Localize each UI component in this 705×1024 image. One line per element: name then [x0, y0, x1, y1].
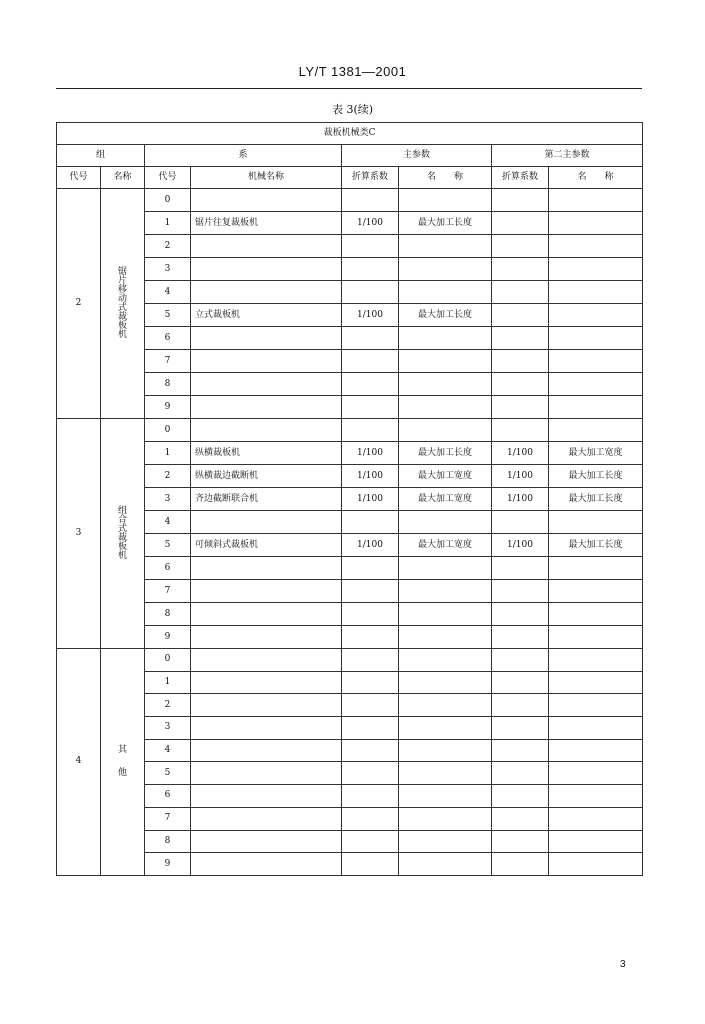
main-coef — [342, 807, 399, 830]
group-name-char: 板 — [117, 541, 127, 552]
group-name-char: 其 — [117, 744, 127, 755]
table-row — [57, 419, 643, 442]
table-row — [57, 304, 643, 327]
main-param-name — [399, 717, 492, 740]
series-code: 1 — [145, 442, 191, 465]
second-coef — [492, 739, 549, 762]
table-row — [57, 739, 643, 762]
table-title-row — [57, 123, 643, 145]
second-param-name — [549, 557, 643, 580]
second-coef: 1/100 — [492, 488, 549, 511]
group-name-char: 式 — [117, 302, 127, 313]
classification-table — [56, 122, 643, 876]
series-code: 4 — [145, 739, 191, 762]
machine-name — [191, 717, 342, 740]
table-row — [57, 327, 643, 350]
machine-name — [191, 603, 342, 626]
second-param-name — [549, 785, 643, 808]
main-coef — [342, 671, 399, 694]
header-main-param: 主参数 — [342, 145, 492, 167]
machine-name — [191, 580, 342, 603]
second-coef — [492, 671, 549, 694]
main-coef — [342, 853, 399, 876]
series-code: 5 — [145, 304, 191, 327]
machine-name — [191, 396, 342, 419]
second-coef — [492, 396, 549, 419]
main-param-name — [399, 373, 492, 396]
machine-name — [191, 853, 342, 876]
group-name-char: 式 — [117, 523, 127, 534]
main-coef: 1/100 — [342, 212, 399, 235]
col-second-name: 名 称 — [549, 167, 643, 189]
series-code: 7 — [145, 350, 191, 373]
group-code: 4 — [57, 649, 101, 876]
second-coef — [492, 557, 549, 580]
table-row — [57, 189, 643, 212]
standard-code: LY/T 1381—2001 — [298, 64, 407, 79]
main-coef: 1/100 — [342, 488, 399, 511]
series-code: 9 — [145, 853, 191, 876]
second-param-name — [549, 626, 643, 649]
series-code: 7 — [145, 807, 191, 830]
second-coef — [492, 281, 549, 304]
table-row — [57, 534, 643, 557]
table-row — [57, 649, 643, 672]
machine-name — [191, 671, 342, 694]
series-code: 1 — [145, 212, 191, 235]
second-param-name: 最大加工长度 — [549, 465, 643, 488]
main-param-name — [399, 396, 492, 419]
group-name-char: 裁 — [117, 532, 127, 543]
main-param-name — [399, 830, 492, 853]
second-coef: 1/100 — [492, 534, 549, 557]
table-row — [57, 603, 643, 626]
main-coef — [342, 785, 399, 808]
machine-name — [191, 830, 342, 853]
second-coef — [492, 762, 549, 785]
main-coef — [342, 717, 399, 740]
series-code: 8 — [145, 830, 191, 853]
main-coef — [342, 419, 399, 442]
main-param-name — [399, 762, 492, 785]
second-coef — [492, 212, 549, 235]
machine-name — [191, 327, 342, 350]
machine-name — [191, 557, 342, 580]
table-row — [57, 511, 643, 534]
table-row — [57, 442, 643, 465]
table-row — [57, 694, 643, 717]
main-param-name — [399, 649, 492, 672]
table-row — [57, 807, 643, 830]
header-rule — [56, 88, 642, 89]
group-name-char: 动 — [117, 293, 127, 304]
series-code: 6 — [145, 785, 191, 808]
second-param-name — [549, 396, 643, 419]
main-coef — [342, 603, 399, 626]
main-param-name — [399, 258, 492, 281]
group-name-char: 机 — [117, 329, 127, 340]
machine-name — [191, 762, 342, 785]
main-coef — [342, 762, 399, 785]
second-coef — [492, 373, 549, 396]
series-code: 3 — [145, 258, 191, 281]
second-coef — [492, 807, 549, 830]
table-row — [57, 212, 643, 235]
table-row — [57, 557, 643, 580]
group-name — [101, 189, 145, 419]
second-param-name: 最大加工长度 — [549, 488, 643, 511]
machine-name — [191, 739, 342, 762]
main-param-name — [399, 189, 492, 212]
table-row — [57, 465, 643, 488]
table-row — [57, 830, 643, 853]
second-coef — [492, 853, 549, 876]
table-row — [57, 785, 643, 808]
group-name-char: 片 — [117, 275, 127, 286]
group-name-char: 机 — [117, 550, 127, 561]
series-code: 4 — [145, 281, 191, 304]
second-coef — [492, 189, 549, 212]
second-param-name — [549, 212, 643, 235]
main-param-name: 最大加工长度 — [399, 442, 492, 465]
series-code: 3 — [145, 488, 191, 511]
series-code: 0 — [145, 419, 191, 442]
main-param-name — [399, 603, 492, 626]
main-param-name — [399, 281, 492, 304]
main-param-name — [399, 557, 492, 580]
table-row — [57, 350, 643, 373]
second-param-name — [549, 671, 643, 694]
header-second-param: 第二主参数 — [492, 145, 643, 167]
main-coef — [342, 350, 399, 373]
second-param-name — [549, 830, 643, 853]
main-param-name — [399, 785, 492, 808]
col-second-coef: 折算系数 — [492, 167, 549, 189]
main-coef — [342, 511, 399, 534]
series-code: 8 — [145, 373, 191, 396]
main-coef — [342, 557, 399, 580]
main-param-name — [399, 511, 492, 534]
header-series: 系 — [145, 145, 342, 167]
second-param-name — [549, 580, 643, 603]
main-coef: 1/100 — [342, 304, 399, 327]
series-code: 9 — [145, 626, 191, 649]
group-name-char: 他 — [117, 767, 127, 778]
col-group-name: 名称 — [101, 167, 145, 189]
second-param-name — [549, 603, 643, 626]
second-coef — [492, 304, 549, 327]
series-code: 2 — [145, 694, 191, 717]
machine-name — [191, 511, 342, 534]
second-param-name — [549, 511, 643, 534]
second-coef — [492, 235, 549, 258]
main-coef — [342, 235, 399, 258]
series-code: 7 — [145, 580, 191, 603]
main-param-name — [399, 671, 492, 694]
machine-name — [191, 281, 342, 304]
second-param-name — [549, 419, 643, 442]
main-param-name: 最大加工宽度 — [399, 488, 492, 511]
machine-name — [191, 649, 342, 672]
second-coef — [492, 511, 549, 534]
machine-name — [191, 785, 342, 808]
series-code: 6 — [145, 327, 191, 350]
second-coef — [492, 717, 549, 740]
group-code: 2 — [57, 189, 101, 419]
series-code: 9 — [145, 396, 191, 419]
machine-name — [191, 350, 342, 373]
second-param-name — [549, 327, 643, 350]
main-param-name — [399, 739, 492, 762]
table-row — [57, 717, 643, 740]
second-param-name — [549, 762, 643, 785]
second-coef — [492, 694, 549, 717]
main-param-name: 最大加工长度 — [399, 212, 492, 235]
second-coef — [492, 258, 549, 281]
main-param-name — [399, 327, 492, 350]
series-code: 0 — [145, 189, 191, 212]
machine-name: 锯片往复裁板机 — [191, 212, 342, 235]
series-code: 6 — [145, 557, 191, 580]
main-param-name — [399, 694, 492, 717]
second-coef: 1/100 — [492, 465, 549, 488]
main-coef — [342, 694, 399, 717]
table-row — [57, 235, 643, 258]
col-series-code: 代号 — [145, 167, 191, 189]
series-code: 3 — [145, 717, 191, 740]
series-code: 5 — [145, 762, 191, 785]
second-param-name — [549, 189, 643, 212]
second-coef — [492, 649, 549, 672]
machine-name — [191, 258, 342, 281]
main-coef: 1/100 — [342, 534, 399, 557]
group-name-char: 裁 — [117, 311, 127, 322]
second-coef — [492, 350, 549, 373]
machine-name: 齐边截断联合机 — [191, 488, 342, 511]
main-param-name — [399, 626, 492, 649]
second-param-name: 最大加工长度 — [549, 534, 643, 557]
header-group: 组 — [57, 145, 145, 167]
second-param-name — [549, 373, 643, 396]
machine-name — [191, 235, 342, 258]
main-param-name: 最大加工宽度 — [399, 465, 492, 488]
second-coef — [492, 626, 549, 649]
group-name-char: 合 — [117, 514, 127, 525]
col-main-name: 名 称 — [399, 167, 492, 189]
second-param-name — [549, 717, 643, 740]
column-header-row — [57, 167, 643, 189]
group-name — [101, 649, 145, 876]
machine-name — [191, 626, 342, 649]
main-coef — [342, 626, 399, 649]
table-row — [57, 853, 643, 876]
main-param-name: 最大加工长度 — [399, 304, 492, 327]
page-number: 3 — [620, 959, 626, 970]
series-code: 2 — [145, 235, 191, 258]
series-code: 8 — [145, 603, 191, 626]
machine-name: 纵横裁板机 — [191, 442, 342, 465]
main-coef — [342, 281, 399, 304]
main-param-name — [399, 419, 492, 442]
machine-name — [191, 189, 342, 212]
table-row — [57, 396, 643, 419]
second-param-name — [549, 739, 643, 762]
group-name-char: 移 — [117, 284, 127, 295]
machine-name: 可倾斜式裁板机 — [191, 534, 342, 557]
table-row — [57, 671, 643, 694]
main-coef — [342, 580, 399, 603]
group-name-char: 锯 — [117, 266, 127, 277]
table-row — [57, 373, 643, 396]
col-machine-name: 机械名称 — [191, 167, 342, 189]
series-code: 5 — [145, 534, 191, 557]
main-coef — [342, 396, 399, 419]
second-param-name — [549, 235, 643, 258]
main-param-name — [399, 580, 492, 603]
main-coef — [342, 258, 399, 281]
second-param-name — [549, 853, 643, 876]
series-code: 1 — [145, 671, 191, 694]
main-coef: 1/100 — [342, 442, 399, 465]
machine-name: 立式裁板机 — [191, 304, 342, 327]
main-coef — [342, 327, 399, 350]
main-coef — [342, 189, 399, 212]
second-param-name — [549, 350, 643, 373]
series-code: 4 — [145, 511, 191, 534]
main-param-name: 最大加工宽度 — [399, 534, 492, 557]
main-coef — [342, 739, 399, 762]
table-row — [57, 626, 643, 649]
second-param-name: 最大加工宽度 — [549, 442, 643, 465]
main-param-name — [399, 350, 492, 373]
second-param-name — [549, 694, 643, 717]
machine-name — [191, 419, 342, 442]
group-name-char: 组 — [117, 505, 127, 516]
second-param-name — [549, 304, 643, 327]
col-group-code: 代号 — [57, 167, 101, 189]
main-coef — [342, 373, 399, 396]
group-header-row — [57, 145, 643, 167]
second-param-name — [549, 807, 643, 830]
second-coef — [492, 580, 549, 603]
table-row — [57, 488, 643, 511]
table-row — [57, 281, 643, 304]
table-title: 裁板机械类C — [57, 123, 643, 145]
second-coef — [492, 603, 549, 626]
machine-name: 纵横裁边截断机 — [191, 465, 342, 488]
group-name — [101, 419, 145, 649]
table-row — [57, 258, 643, 281]
main-param-name — [399, 853, 492, 876]
second-param-name — [549, 281, 643, 304]
main-coef: 1/100 — [342, 465, 399, 488]
series-code: 2 — [145, 465, 191, 488]
second-param-name — [549, 649, 643, 672]
second-coef — [492, 830, 549, 853]
table-row — [57, 762, 643, 785]
machine-name — [191, 373, 342, 396]
col-main-coef: 折算系数 — [342, 167, 399, 189]
second-param-name — [549, 258, 643, 281]
main-param-name — [399, 807, 492, 830]
table-caption: 表 3(续) — [331, 103, 374, 116]
group-code: 3 — [57, 419, 101, 649]
machine-name — [191, 807, 342, 830]
second-coef — [492, 785, 549, 808]
second-coef — [492, 327, 549, 350]
second-coef: 1/100 — [492, 442, 549, 465]
machine-name — [191, 694, 342, 717]
main-coef — [342, 830, 399, 853]
group-name-char: 板 — [117, 320, 127, 331]
table-row — [57, 580, 643, 603]
main-coef — [342, 649, 399, 672]
second-coef — [492, 419, 549, 442]
main-param-name — [399, 235, 492, 258]
series-code: 0 — [145, 649, 191, 672]
